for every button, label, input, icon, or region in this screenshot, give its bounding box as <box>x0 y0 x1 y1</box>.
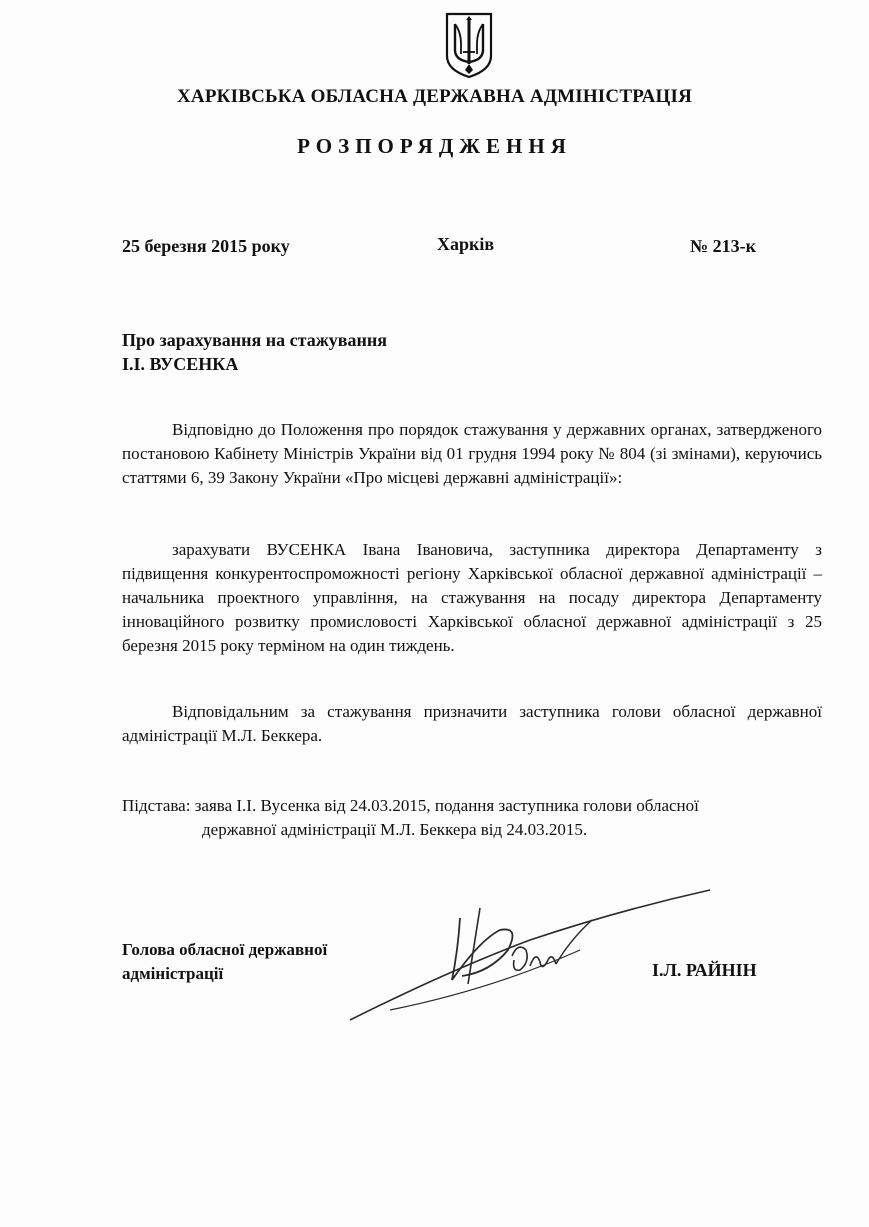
handwritten-signature <box>330 880 730 1030</box>
paragraph-responsible: Відповідальним за стажування призначити заступника голови обласної державної адміністрації М.Л. Беккера. <box>122 702 822 745</box>
paragraph-basis-law: Відповідно до Положення про порядок стажування у державних органах, затвердженого постановою Кабінету Міністрів України від 01 грудня 1994 року № 804 (зі змінами), керуючись статтями 6, 39 Закону України «Про місцеві державні адміністрації»: <box>122 420 822 487</box>
document-number: № 213-к <box>690 236 756 256</box>
basis-line-1: Підстава: заява І.І. Вусенка від 24.03.2015, подання заступника голови обласної <box>122 796 699 815</box>
signatory-position-line-2: адміністрації <box>122 964 224 983</box>
ukraine-trident-icon <box>443 10 495 80</box>
document-subject <box>122 328 387 376</box>
basis-note <box>122 794 822 842</box>
subject-line-2: І.І. ВУСЕНКА <box>122 354 239 374</box>
document-date: 25 березня 2015 року <box>122 236 290 256</box>
document-type-title: РОЗПОРЯДЖЕННЯ <box>297 134 572 158</box>
signatory-position-line-1: Голова обласної державної <box>122 940 328 959</box>
organization-title: ХАРКІВСЬКА ОБЛАСНА ДЕРЖАВНА АДМІНІСТРАЦІЯ <box>177 86 692 107</box>
document-city: Харків <box>437 234 495 254</box>
paragraph-enroll: зарахувати ВУСЕНКА Івана Івановича, заступника директора Департаменту з підвищення конкурентоспроможності регіону Харківської обласної державної адміністрації – начальника проектного управління, на стажування на посаду директора Департаменту інноваційного розвитку промисловості Харківської обласної державної адміністрації з 25 березня 2015 року терміном на один тиждень. <box>122 540 822 655</box>
basis-line-2: державної адміністрації М.Л. Беккера від 24.03.2015. <box>202 820 588 839</box>
signatory-name: І.Л. РАЙНІН <box>652 960 757 980</box>
signatory-position <box>122 938 327 986</box>
subject-line-1: Про зарахування на стажування <box>122 330 387 350</box>
